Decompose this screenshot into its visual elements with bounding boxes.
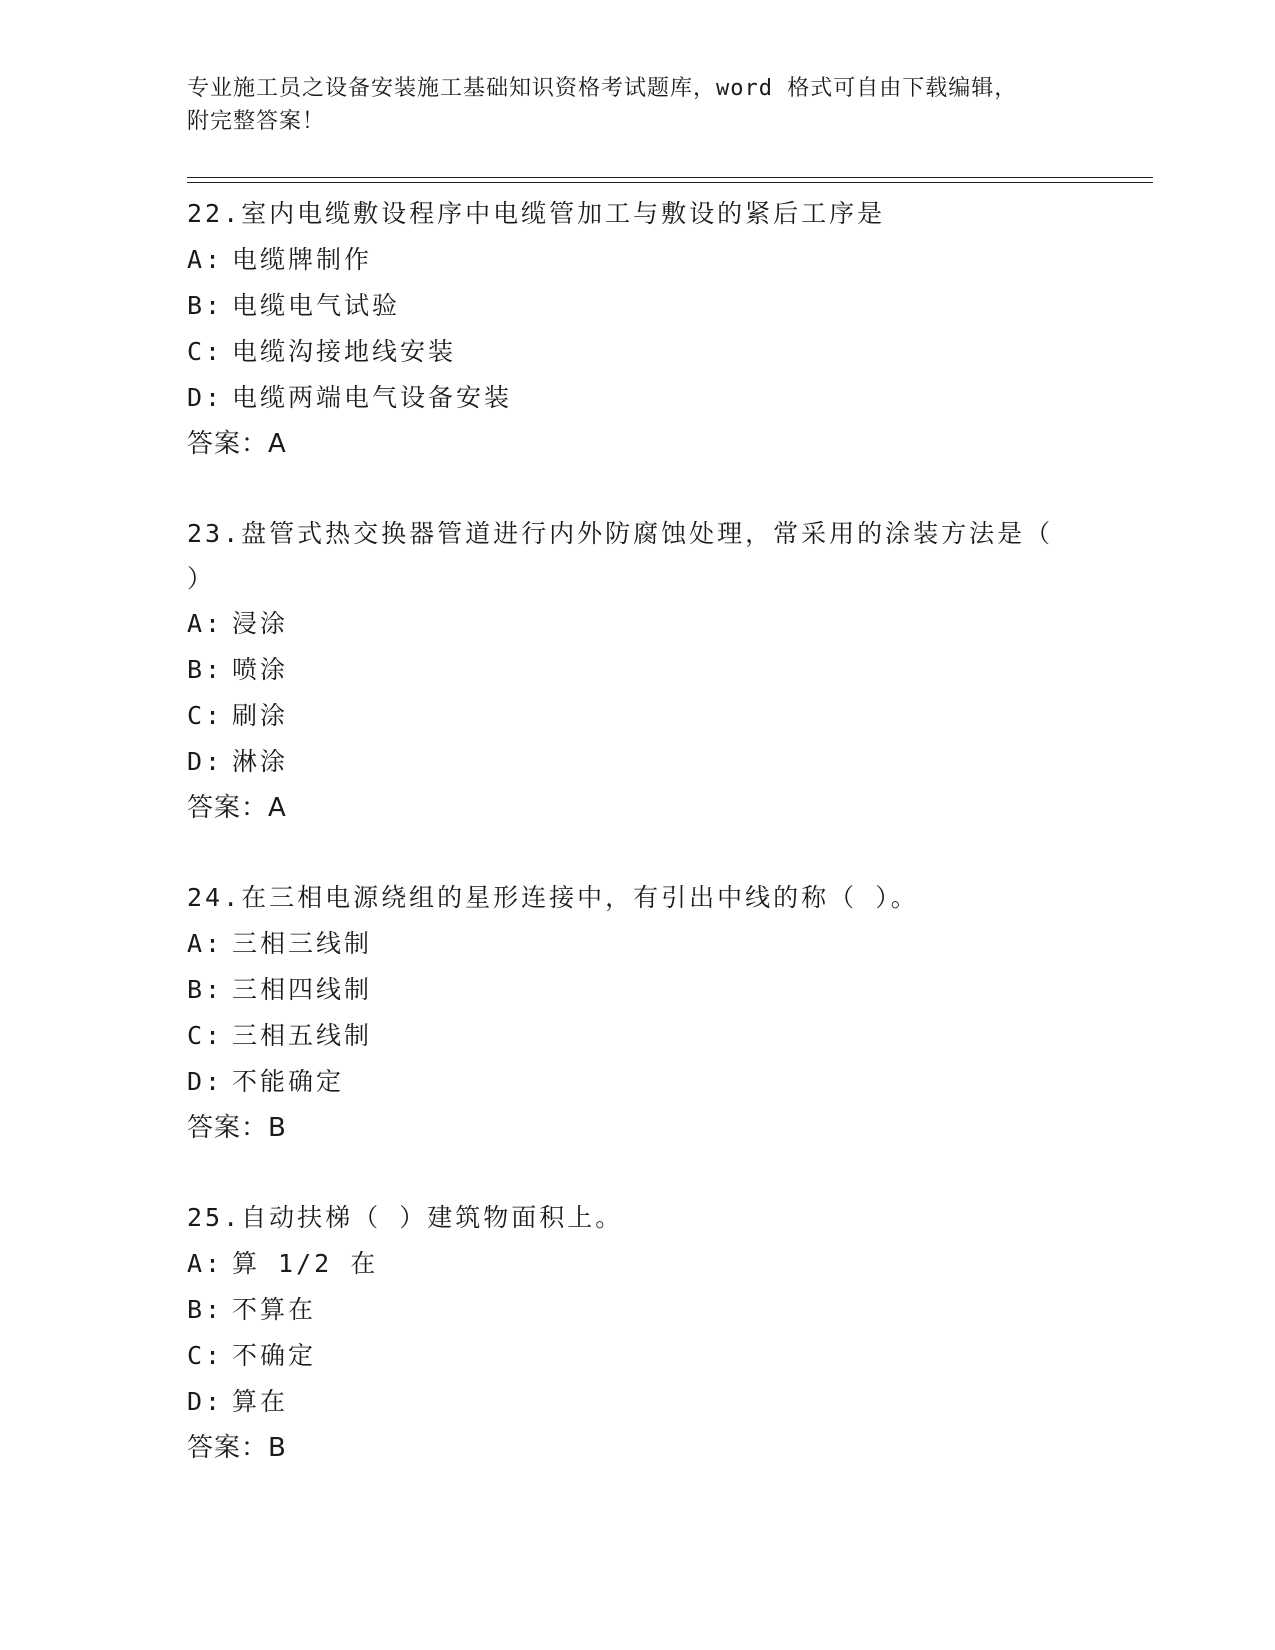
option-text: 浸涂 [232,609,289,638]
option-b [187,647,1153,693]
option-letter: C: [187,337,224,366]
option-text: 不确定 [232,1341,317,1370]
option-d [187,1379,1153,1425]
question-spacer [187,1151,1153,1195]
option-text: 电缆沟接地线安装 [232,337,457,366]
option-letter: D: [187,1067,224,1096]
question-spacer [187,467,1153,511]
option-a [187,601,1153,647]
option-text: 三相三线制 [232,929,373,958]
option-text: 算在 [232,1387,289,1416]
question-25 [187,1195,1153,1471]
question-title: 25.自动扶梯（ ）建筑物面积上。 [187,1203,624,1232]
question-22 [187,191,1153,467]
option-letter: D: [187,1387,224,1416]
question-24 [187,875,1153,1151]
option-letter: B: [187,291,224,320]
option-text: 电缆牌制作 [232,245,373,274]
option-text: 不能确定 [232,1067,345,1096]
option-text: 三相四线制 [232,975,373,1004]
option-letter: B: [187,655,224,684]
option-letter: C: [187,1341,224,1370]
question-23 [187,511,1153,831]
option-letter: B: [187,1295,224,1324]
option-letter: A: [187,609,224,638]
option-b [187,1287,1153,1333]
question-title: 22.室内电缆敷设程序中电缆管加工与敷设的紧后工序是 [187,199,886,228]
option-text: 算 1/2 在 [232,1249,379,1278]
option-c [187,329,1153,375]
document-header [187,72,1087,138]
option-d [187,739,1153,785]
option-letter: A: [187,929,224,958]
option-c [187,693,1153,739]
option-a [187,1241,1153,1287]
header-intro-line-2: 附完整答案！ [187,109,326,134]
option-d [187,1059,1153,1105]
question-list [187,191,1153,1471]
option-a [187,237,1153,283]
option-text: 电缆电气试验 [232,291,401,320]
option-letter: D: [187,383,224,412]
header-divider-top [187,177,1153,178]
option-letter: B: [187,975,224,1004]
header-divider-bottom [187,182,1153,183]
answer: 答案：A [187,429,287,459]
option-text: 喷涂 [232,655,289,684]
option-letter: A: [187,1249,224,1278]
header-intro-line-1: 专业施工员之设备安装施工基础知识资格考试题库，word 格式可自由下载编辑， [187,76,1018,101]
option-letter: A: [187,245,224,274]
option-text: 不算在 [232,1295,317,1324]
option-c [187,1013,1153,1059]
question-spacer [187,831,1153,875]
answer: 答案：A [187,793,287,823]
option-text: 淋涂 [232,747,289,776]
option-a [187,921,1153,967]
option-d [187,375,1153,421]
option-c [187,1333,1153,1379]
option-letter: C: [187,1021,224,1050]
question-title: 24.在三相电源绕组的星形连接中，有引出中线的称（ ）。 [187,883,919,912]
option-text: 刷涂 [232,701,289,730]
question-title: 23.盘管式热交换器管道进行内外防腐蚀处理，常采用的涂装方法是（ ） [187,519,1054,593]
option-b [187,283,1153,329]
option-b [187,967,1153,1013]
answer: 答案：B [187,1433,287,1463]
option-text: 三相五线制 [232,1021,373,1050]
option-text: 电缆两端电气设备安装 [232,383,513,412]
option-letter: C: [187,701,224,730]
option-letter: D: [187,747,224,776]
answer: 答案：B [187,1113,287,1143]
